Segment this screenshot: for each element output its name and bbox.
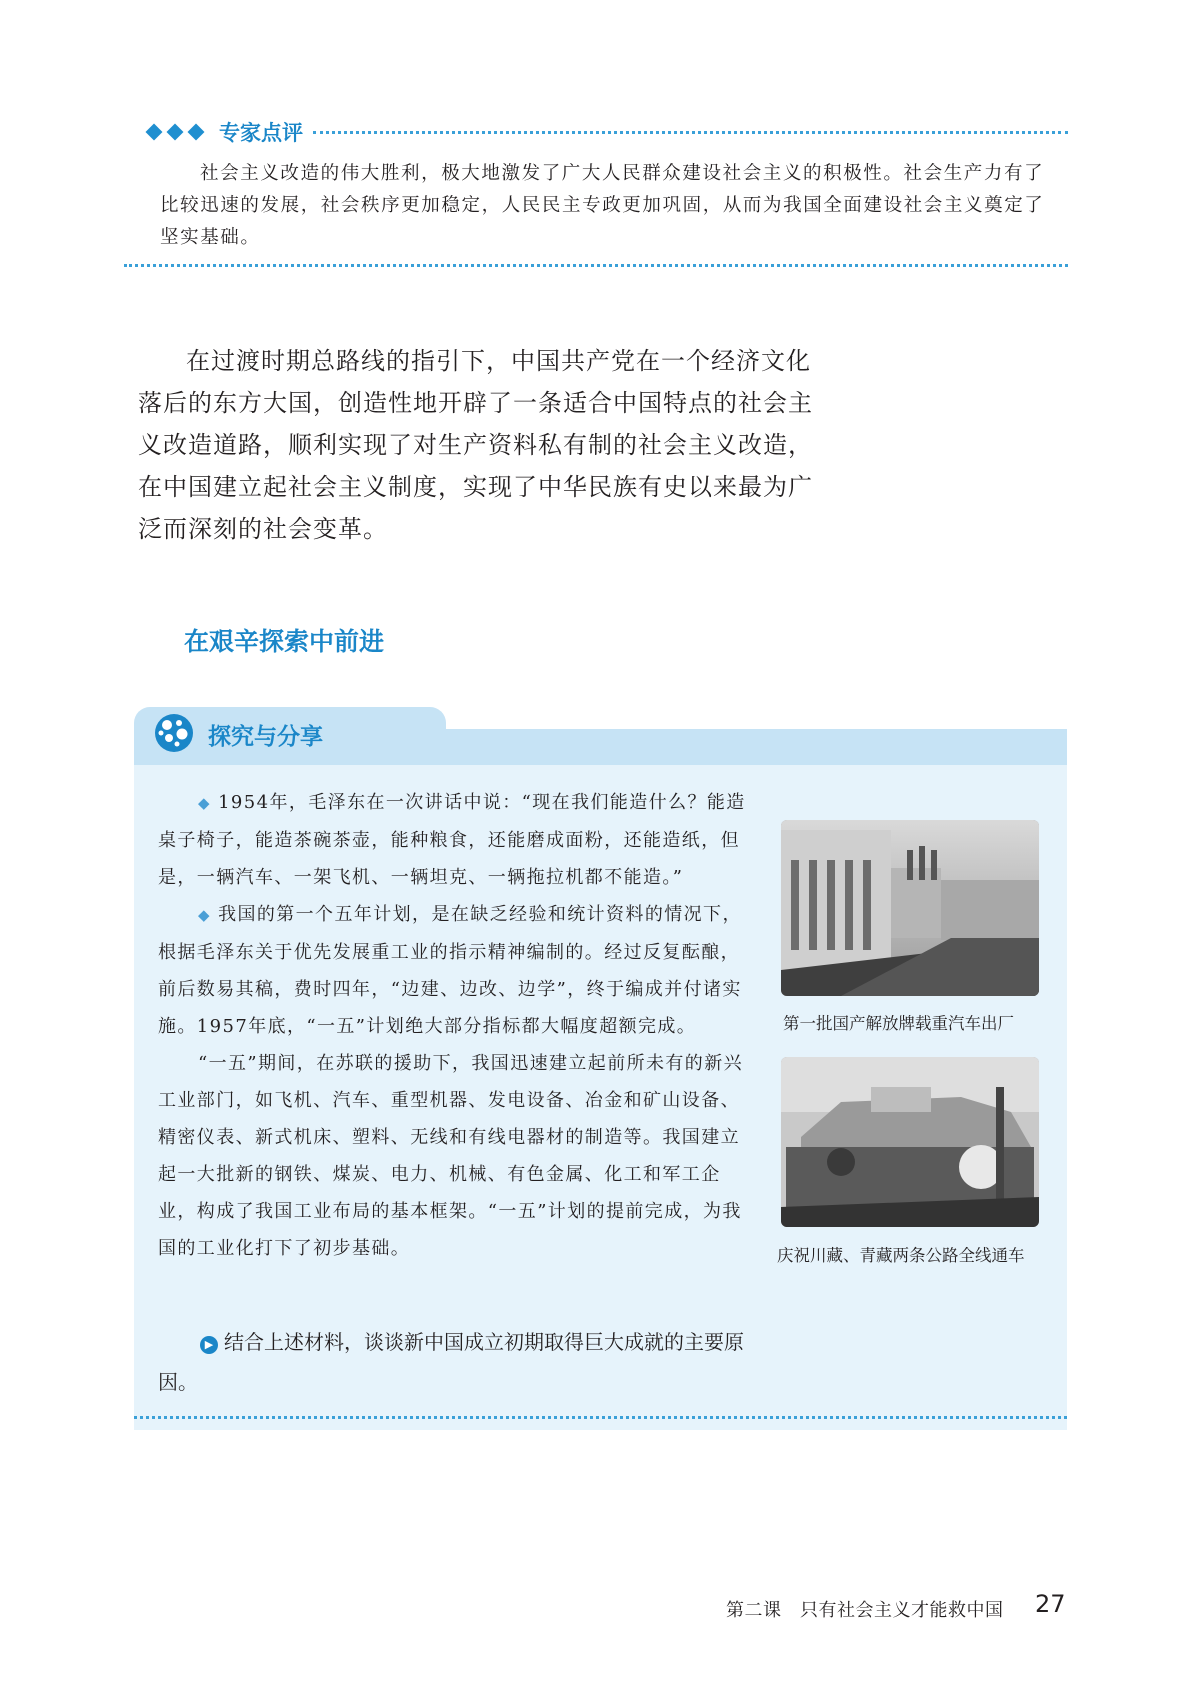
diamond-bullet-icon: ◆ <box>198 906 211 924</box>
page-number: 27 <box>1035 1590 1066 1618</box>
explore-bubbles-icon <box>152 711 196 755</box>
diamond-icon <box>146 124 163 141</box>
material-paragraph: ◆ 我国的第一个五年计划，是在缺乏经验和统计资料的情况下，根据毛泽东关于优先发展重工业的指示精神编制的。经过反复酝酿，前后数易其稿，费时四年，“边建、边改、边学”，终于编成并付诸实施。1957年底，“一五”计划绝大部分指标都大幅度超额完成。 <box>158 904 742 1037</box>
explore-box-title: 探究与分享 <box>208 724 323 750</box>
explore-materials <box>158 784 756 1267</box>
expert-comment-header <box>148 117 1068 147</box>
diamond-icon <box>188 124 205 141</box>
photo-caption: 第一批国产解放牌载重汽车出厂 <box>783 1014 1014 1033</box>
lesson-title: 第二课 只有社会主义才能救中国 <box>726 1600 1004 1621</box>
material-paragraph: ◆ 1954年，毛泽东在一次讲话中说：“现在我们能造什么？能造桌子椅子，能造茶碗茶壶，能种粮食，还能磨成面粉，还能造纸，但是，一辆汽车、一架飞机、一辆坦克、一辆拖拉机都不能造。” <box>158 792 746 888</box>
expert-comment-title: 专家点评 <box>219 121 303 145</box>
discussion-question: ▶ 结合上述材料，谈谈新中国成立初期取得巨大成就的主要原因。 <box>158 1330 744 1394</box>
photo-caption: 庆祝川藏、青藏两条公路全线通车 <box>777 1246 1025 1265</box>
highway-celebration-photo <box>781 1057 1039 1227</box>
arrow-right-icon: ▶ <box>200 1336 218 1354</box>
material-paragraph: “一五”期间，在苏联的援助下，我国迅速建立起前所未有的新兴工业部门，如飞机、汽车、重型机器、发电设备、冶金和矿山设备、精密仪表、新式机床、塑料、无线和有线电器材的制造等。我国建立起一大批新的钢铁、煤炭、电力、机械、有色金属、化工和军工企业，构成了我国工业布局的基本框架。“一五”计划的提前完成，为我国的工业化打下了初步基础。 <box>158 1053 744 1259</box>
dotted-divider <box>134 1416 1067 1419</box>
section-heading: 在艰辛探索中前进 <box>184 627 385 656</box>
diamond-bullet-icon: ◆ <box>198 794 211 812</box>
main-paragraph: 在过渡时期总路线的指引下，中国共产党在一个经济文化落后的东方大国，创造性地开辟了一条适合中国特点的社会主义改造道路，顺利实现了对生产资料私有制的社会主义改造，在中国建立起社会主义制度，实现了中华民族有史以来最为广泛而深刻的社会变革。 <box>138 347 813 543</box>
expert-comment-body: 社会主义改造的伟大胜利，极大地激发了广大人民群众建设社会主义的积极性。社会生产力有了比较迅速的发展，社会秩序更加稳定，人民民主专政更加巩固，从而为我国全面建设社会主义奠定了坚实基础。 <box>160 163 1045 248</box>
dotted-divider <box>313 131 1068 134</box>
diamond-icon <box>167 124 184 141</box>
dotted-divider <box>124 264 1068 267</box>
truck-factory-photo <box>781 820 1039 996</box>
